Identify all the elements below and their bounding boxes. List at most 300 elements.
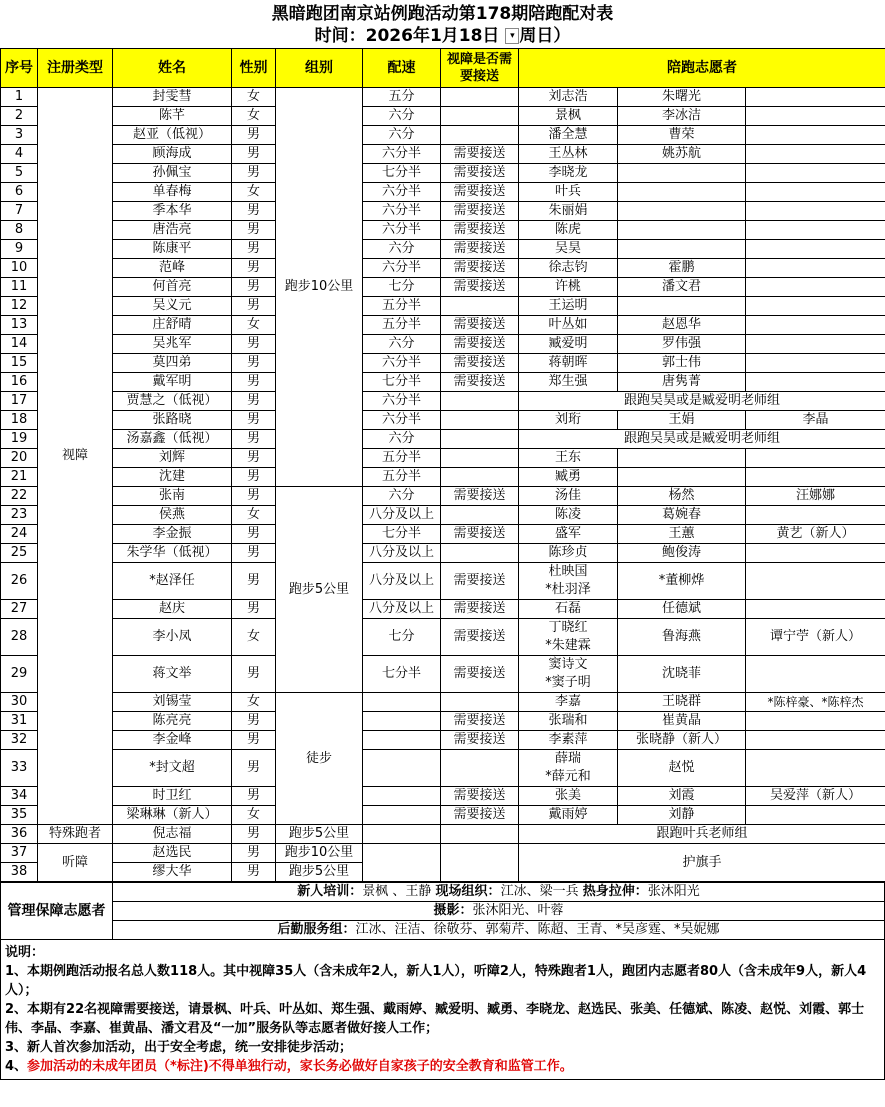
pace-cell: 六分半 [363, 259, 441, 278]
table-row [1, 107, 885, 126]
runner-gender: 男 [232, 392, 276, 411]
volunteer-3 [746, 712, 885, 731]
runner-name: 陈康平 [113, 240, 232, 259]
table-row [1, 656, 885, 693]
runner-name: 李金振 [113, 525, 232, 544]
volunteer-note: 跟跑吴昊或是臧爱明老师组 [519, 392, 885, 411]
row-no: 34 [1, 787, 38, 806]
runner-name: 缪大华 [113, 863, 232, 882]
pickup-cell: 需要接送 [441, 316, 519, 335]
pace-cell: 五分半 [363, 468, 441, 487]
volunteer-1: 李晓龙 [519, 164, 618, 183]
row-no: 17 [1, 392, 38, 411]
runner-name: 陈芊 [113, 107, 232, 126]
volunteer-2 [618, 449, 746, 468]
note-4-text: 参加活动的未成年团员（*标注)不得单独行动，家长务必做好自家孩子的安全教育和监管工作。 [27, 1059, 573, 1074]
table-row [1, 506, 885, 525]
runner-name: 侯燕 [113, 506, 232, 525]
volunteer-1: 张美 [519, 787, 618, 806]
volunteer-3 [746, 202, 885, 221]
volunteer-2: 鲍俊涛 [618, 544, 746, 563]
volunteer-1-child: *窦子明 [545, 675, 591, 690]
row-no: 36 [1, 825, 38, 844]
flag-bearer-cell: 护旗手 [519, 844, 885, 882]
runner-gender: 男 [232, 221, 276, 240]
pickup-cell [441, 844, 519, 882]
row-no: 29 [1, 656, 38, 693]
table-row [1, 278, 885, 297]
volunteer-3 [746, 335, 885, 354]
pace-cell: 六分 [363, 335, 441, 354]
logistics-value: 江冰、汪洁、徐敬芬、郭菊芹、陈超、王青、*吴彦霆、*吴妮娜 [355, 922, 720, 937]
volunteer-2 [618, 240, 746, 259]
row-no: 30 [1, 693, 38, 712]
volunteer-2: 葛婉春 [618, 506, 746, 525]
group-cell: 徒步 [276, 693, 363, 825]
table-row [1, 806, 885, 825]
volunteer-2: 刘霞 [618, 787, 746, 806]
management-row2 [113, 902, 885, 921]
table-row [1, 335, 885, 354]
pickup-cell: 需要接送 [441, 278, 519, 297]
runner-name: 张路晓 [113, 411, 232, 430]
pace-cell: 六分半 [363, 411, 441, 430]
table-row [1, 240, 885, 259]
pickup-cell: 需要接送 [441, 712, 519, 731]
group-cell: 跑步10公里 [276, 844, 363, 863]
management-row3 [113, 921, 885, 940]
runner-name: 赵选民 [113, 844, 232, 863]
runner-name: 蒋文举 [113, 656, 232, 693]
row-no: 7 [1, 202, 38, 221]
runner-name: 赵庆 [113, 600, 232, 619]
pairing-table [0, 48, 885, 882]
runner-name: 时卫红 [113, 787, 232, 806]
volunteer-1: 郑生强 [519, 373, 618, 392]
table-row [1, 787, 885, 806]
pace-cell [363, 825, 441, 844]
row-no: 8 [1, 221, 38, 240]
table-row [1, 693, 885, 712]
pickup-cell: 需要接送 [441, 145, 519, 164]
runner-name: 李小凤 [113, 619, 232, 656]
volunteer-2: 郭士伟 [618, 354, 746, 373]
pickup-cell [441, 297, 519, 316]
pace-cell: 六分半 [363, 354, 441, 373]
pickup-cell [441, 88, 519, 107]
runner-gender: 男 [232, 164, 276, 183]
note-2: 2、本期有22名视障需要接送，请景枫、叶兵、叶丛如、郑生强、戴雨婷、臧爱明、臧勇、李晓龙、赵选民、张美、任德斌、陈凌、赵悦、刘霞、郭士伟、李晶、李嘉、崔黄晶、潘文君及“一加”服务队等志愿者做好接人工作； [5, 1002, 865, 1036]
pickup-cell: 需要接送 [441, 600, 519, 619]
management-table [0, 882, 885, 940]
row-no: 22 [1, 487, 38, 506]
volunteer-1: 许桃 [519, 278, 618, 297]
pickup-cell: 需要接送 [441, 259, 519, 278]
header-type: 注册类型 [38, 49, 113, 88]
table-row [1, 430, 885, 449]
volunteer-1: 叶兵 [519, 183, 618, 202]
runner-name: 倪志福 [113, 825, 232, 844]
runner-name: 吴义元 [113, 297, 232, 316]
volunteer-2: 潘文君 [618, 278, 746, 297]
volunteer-1: 臧爱明 [519, 335, 618, 354]
volunteer-1 [519, 750, 618, 787]
pickup-cell: 需要接送 [441, 656, 519, 693]
runner-gender: 男 [232, 750, 276, 787]
runner-gender: 男 [232, 430, 276, 449]
table-row [1, 259, 885, 278]
volunteer-1-name: 丁晓红 [548, 620, 588, 635]
runner-gender: 男 [232, 126, 276, 145]
pace-cell [363, 787, 441, 806]
volunteer-3 [746, 278, 885, 297]
volunteer-1-name: 窦诗文 [548, 657, 588, 672]
pickup-cell: 需要接送 [441, 164, 519, 183]
table-row [1, 316, 885, 335]
volunteer-1: 陈虎 [519, 221, 618, 240]
volunteer-3: 李晶 [746, 411, 885, 430]
pace-cell: 八分及以上 [363, 544, 441, 563]
volunteer-3 [746, 750, 885, 787]
volunteer-2: 杨然 [618, 487, 746, 506]
table-row [1, 411, 885, 430]
notes-section [0, 940, 885, 1080]
row-no: 3 [1, 126, 38, 145]
volunteer-2 [618, 164, 746, 183]
row-no: 26 [1, 563, 38, 600]
volunteer-1 [519, 619, 618, 656]
table-row [1, 731, 885, 750]
runner-name: 刘锡莹 [113, 693, 232, 712]
photo-key: 摄影： [433, 903, 473, 918]
title-weekday: 周日 [519, 26, 554, 46]
row-no: 27 [1, 600, 38, 619]
volunteer-2: *董柳烨 [618, 563, 746, 600]
volunteer-3 [746, 126, 885, 145]
pickup-cell: 需要接送 [441, 354, 519, 373]
row-no: 2 [1, 107, 38, 126]
volunteer-1: 陈珍贞 [519, 544, 618, 563]
row-no: 33 [1, 750, 38, 787]
runner-gender: 男 [232, 600, 276, 619]
row-no: 32 [1, 731, 38, 750]
pickup-cell: 需要接送 [441, 619, 519, 656]
volunteer-2 [618, 468, 746, 487]
runner-name: 梁琳琳（新人） [113, 806, 232, 825]
header-name: 姓名 [113, 49, 232, 88]
table-body [1, 88, 885, 882]
volunteer-note: 跟跑吴昊或是臧爱明老师组 [519, 430, 885, 449]
pace-cell: 六分 [363, 126, 441, 145]
volunteer-2: 王娟 [618, 411, 746, 430]
table-row [1, 354, 885, 373]
runner-name: 庄舒晴 [113, 316, 232, 335]
row-no: 14 [1, 335, 38, 354]
volunteer-2: 王晓群 [618, 693, 746, 712]
row-no: 5 [1, 164, 38, 183]
row-no: 25 [1, 544, 38, 563]
runner-gender: 女 [232, 619, 276, 656]
table-row [1, 392, 885, 411]
volunteer-2: 张晓静（新人） [618, 731, 746, 750]
runner-gender: 女 [232, 316, 276, 335]
pace-cell [363, 750, 441, 787]
pickup-cell [441, 411, 519, 430]
runner-gender: 男 [232, 278, 276, 297]
note-4-prefix: 4、 [5, 1059, 28, 1074]
runner-gender: 男 [232, 354, 276, 373]
pace-cell: 七分 [363, 278, 441, 297]
runner-name: 孙佩宝 [113, 164, 232, 183]
volunteer-1: 刘珩 [519, 411, 618, 430]
volunteer-note: 跟跑叶兵老师组 [519, 825, 885, 844]
volunteer-3 [746, 183, 885, 202]
pickup-cell: 需要接送 [441, 563, 519, 600]
pace-cell [363, 731, 441, 750]
group-cell: 跑步5公里 [276, 863, 363, 882]
organize-key: 现场组织： [435, 884, 501, 899]
volunteer-2 [618, 297, 746, 316]
pickup-cell: 需要接送 [441, 335, 519, 354]
runner-gender: 男 [232, 787, 276, 806]
table-row [1, 825, 885, 844]
header-pickup: 视障是否需要接送 [441, 49, 519, 88]
pace-cell: 八分及以上 [363, 506, 441, 525]
pace-cell: 六分 [363, 430, 441, 449]
pickup-cell [441, 693, 519, 712]
volunteer-3 [746, 806, 885, 825]
runner-name: 单春梅 [113, 183, 232, 202]
group-cell: 跑步5公里 [276, 487, 363, 693]
volunteer-1: 臧勇 [519, 468, 618, 487]
runner-gender: 男 [232, 202, 276, 221]
volunteer-3 [746, 563, 885, 600]
pickup-cell: 需要接送 [441, 487, 519, 506]
pace-cell: 五分 [363, 88, 441, 107]
photo-value: 张沐阳光、叶蓉 [472, 903, 564, 918]
table-row [1, 544, 885, 563]
runner-name: 唐浩亮 [113, 221, 232, 240]
row-no: 21 [1, 468, 38, 487]
runner-name: 封雯彗 [113, 88, 232, 107]
pace-cell: 五分半 [363, 316, 441, 335]
volunteer-1: 吴昊 [519, 240, 618, 259]
volunteer-2: 鲁海燕 [618, 619, 746, 656]
runner-gender: 男 [232, 863, 276, 882]
pace-cell: 六分半 [363, 202, 441, 221]
runner-gender: 男 [232, 259, 276, 278]
volunteer-1-name: 杜映国 [548, 564, 588, 579]
title-date: 时间：2026年1月18日 [314, 26, 500, 46]
runner-name: 陈亮亮 [113, 712, 232, 731]
volunteer-2: 沈晓菲 [618, 656, 746, 693]
logistics-key: 后勤服务组： [277, 922, 356, 937]
volunteer-1: 王丛林 [519, 145, 618, 164]
table-row [1, 88, 885, 107]
pace-cell: 六分半 [363, 392, 441, 411]
pace-cell: 五分半 [363, 449, 441, 468]
pace-cell: 六分 [363, 240, 441, 259]
runner-gender: 男 [232, 297, 276, 316]
volunteer-1: 潘全慧 [519, 126, 618, 145]
table-row [1, 600, 885, 619]
header-group: 组别 [276, 49, 363, 88]
volunteer-3 [746, 468, 885, 487]
volunteer-3 [746, 297, 885, 316]
row-no: 24 [1, 525, 38, 544]
volunteer-3: 吴爱萍（新人） [746, 787, 885, 806]
row-no: 13 [1, 316, 38, 335]
runner-name: 汤嘉鑫（低视） [113, 430, 232, 449]
pace-cell: 五分半 [363, 297, 441, 316]
volunteer-3 [746, 107, 885, 126]
volunteer-3 [746, 145, 885, 164]
runner-name: 何首亮 [113, 278, 232, 297]
volunteer-1: 石磊 [519, 600, 618, 619]
volunteer-3 [746, 221, 885, 240]
volunteer-3 [746, 259, 885, 278]
management-row1 [113, 883, 885, 902]
header-no: 序号 [1, 49, 38, 88]
title-line1: 黑暗跑团南京站例跑活动第178期陪跑配对表 [271, 4, 614, 24]
pickup-cell [441, 392, 519, 411]
volunteer-1: 徐志钧 [519, 259, 618, 278]
runner-name: 张南 [113, 487, 232, 506]
volunteer-3 [746, 240, 885, 259]
pace-cell [363, 693, 441, 712]
runner-gender: 男 [232, 844, 276, 863]
row-no: 6 [1, 183, 38, 202]
pace-cell: 六分 [363, 487, 441, 506]
volunteer-3 [746, 600, 885, 619]
table-row [1, 297, 885, 316]
pickup-cell [441, 544, 519, 563]
runner-gender: 女 [232, 88, 276, 107]
volunteer-1: 汤佳 [519, 487, 618, 506]
volunteer-3 [746, 164, 885, 183]
pace-cell [363, 844, 441, 882]
runner-gender: 女 [232, 506, 276, 525]
table-row [1, 525, 885, 544]
runner-name: 赵亚（低视） [113, 126, 232, 145]
pickup-cell: 需要接送 [441, 183, 519, 202]
header-row [1, 49, 885, 88]
pace-cell: 七分半 [363, 656, 441, 693]
pickup-cell: 需要接送 [441, 806, 519, 825]
note-1: 1、本期例跑活动报名总人数118人。其中视障35人（含未成年2人，新人1人），听障2人，特殊跑者1人，跑团内志愿者80人（含未成年9人，新人4人）； [5, 964, 867, 998]
header-pace: 配速 [363, 49, 441, 88]
pace-cell: 六分 [363, 107, 441, 126]
pace-cell: 七分半 [363, 373, 441, 392]
runner-gender: 女 [232, 183, 276, 202]
volunteer-2 [618, 202, 746, 221]
runner-gender: 男 [232, 544, 276, 563]
volunteer-3 [746, 354, 885, 373]
volunteer-1-child: *薛元和 [545, 769, 591, 784]
row-no: 11 [1, 278, 38, 297]
pickup-cell: 需要接送 [441, 240, 519, 259]
table-row [1, 750, 885, 787]
runner-gender: 女 [232, 107, 276, 126]
volunteer-1: 叶丛如 [519, 316, 618, 335]
runner-name: 顾海成 [113, 145, 232, 164]
volunteer-1: 盛军 [519, 525, 618, 544]
row-no: 1 [1, 88, 38, 107]
row-no: 9 [1, 240, 38, 259]
warmup-value: 张沐阳光 [647, 884, 700, 899]
pickup-cell [441, 506, 519, 525]
volunteer-1 [519, 656, 618, 693]
runner-gender: 男 [232, 563, 276, 600]
volunteer-3: *陈梓豪、*陈梓杰 [746, 693, 885, 712]
runner-name: 莫四弟 [113, 354, 232, 373]
runner-name: 戴军明 [113, 373, 232, 392]
volunteer-1 [519, 563, 618, 600]
pickup-cell: 需要接送 [441, 202, 519, 221]
pace-cell: 七分 [363, 619, 441, 656]
volunteer-1-child: *杜羽泽 [545, 582, 591, 597]
training-key: 新人培训： [297, 884, 363, 899]
row-no: 16 [1, 373, 38, 392]
volunteer-2: 刘静 [618, 806, 746, 825]
runner-name: 刘辉 [113, 449, 232, 468]
pickup-cell [441, 107, 519, 126]
volunteer-3 [746, 731, 885, 750]
table-row [1, 373, 885, 392]
volunteer-2: 崔黄晶 [618, 712, 746, 731]
volunteer-2: 姚苏航 [618, 145, 746, 164]
pickup-cell: 需要接送 [441, 525, 519, 544]
pickup-cell [441, 430, 519, 449]
volunteer-1: 戴雨婷 [519, 806, 618, 825]
pickup-cell [441, 468, 519, 487]
volunteer-1: 陈凌 [519, 506, 618, 525]
pace-cell: 七分半 [363, 164, 441, 183]
volunteer-3 [746, 316, 885, 335]
row-no: 23 [1, 506, 38, 525]
pace-cell: 八分及以上 [363, 600, 441, 619]
pace-cell: 七分半 [363, 525, 441, 544]
volunteer-2: 任德斌 [618, 600, 746, 619]
pace-cell: 八分及以上 [363, 563, 441, 600]
volunteer-2: 唐隽菁 [618, 373, 746, 392]
table-row [1, 619, 885, 656]
volunteer-1-child: *朱建霖 [545, 638, 591, 653]
calendar-dropdown-icon[interactable]: ▾ [505, 28, 519, 44]
pickup-cell [441, 825, 519, 844]
runner-gender: 男 [232, 712, 276, 731]
table-row [1, 202, 885, 221]
volunteer-3 [746, 544, 885, 563]
header-gender: 性别 [232, 49, 276, 88]
volunteer-1: 刘志浩 [519, 88, 618, 107]
runner-name: 贾慧之（低视） [113, 392, 232, 411]
organize-value: 江冰、梁一兵 [500, 884, 579, 899]
row-no: 37 [1, 844, 38, 863]
runner-gender: 男 [232, 411, 276, 430]
volunteer-2: 赵悦 [618, 750, 746, 787]
notes-head: 说明： [5, 945, 45, 960]
management-label: 管理保障志愿者 [1, 883, 113, 940]
volunteer-2: 王蕙 [618, 525, 746, 544]
row-no: 35 [1, 806, 38, 825]
pickup-cell [441, 126, 519, 145]
pickup-cell: 需要接送 [441, 787, 519, 806]
runner-gender: 男 [232, 468, 276, 487]
runner-gender: 女 [232, 693, 276, 712]
volunteer-1: 李嘉 [519, 693, 618, 712]
volunteer-1: 张瑞和 [519, 712, 618, 731]
